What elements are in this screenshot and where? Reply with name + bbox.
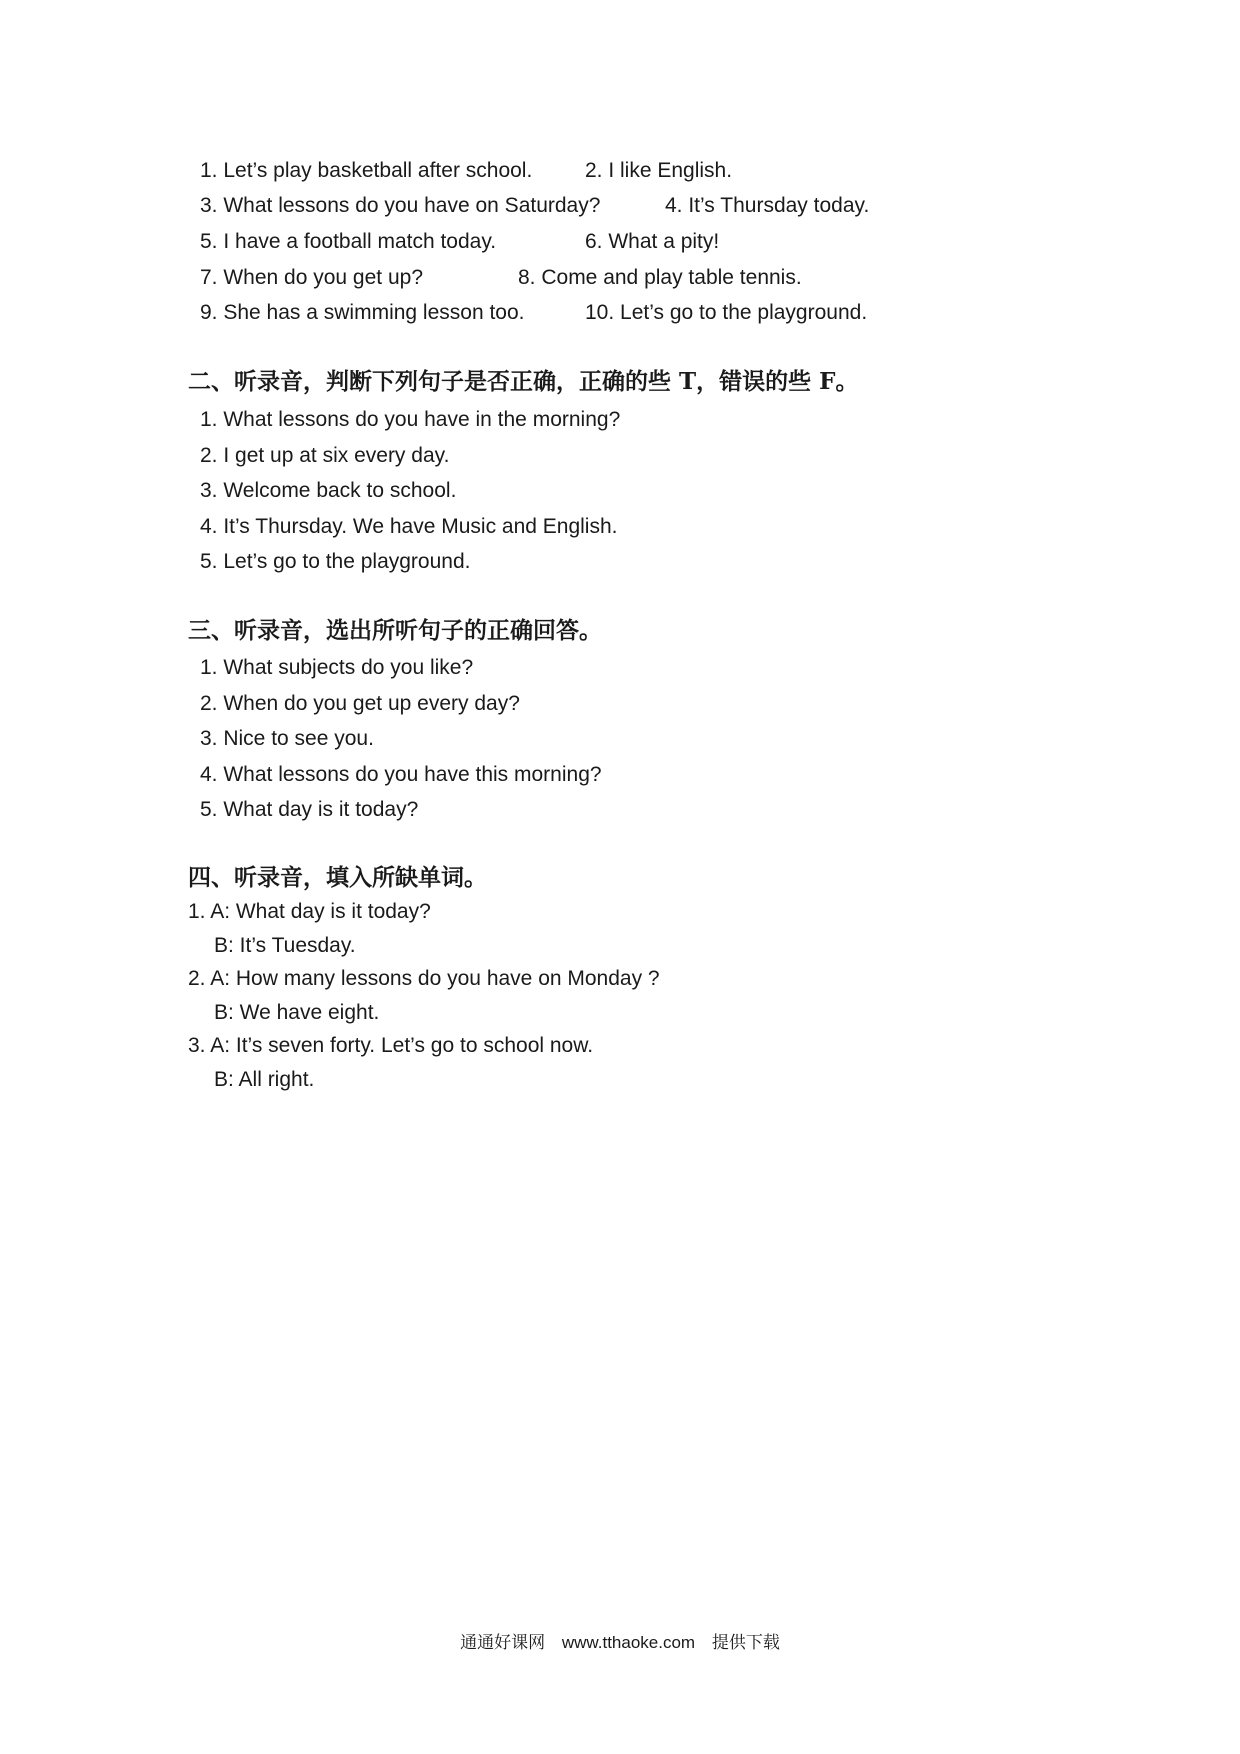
section2-heading: 二、听录音，判断下列句子是否正确，正确的些 T，错误的些 F。 bbox=[188, 368, 859, 395]
s3-item-4: 4. What lessons do you have this morning? bbox=[200, 763, 602, 786]
s1-item-1: 1. Let’s play basketball after school. bbox=[200, 159, 533, 182]
footer-site-name: 通通好课网 bbox=[460, 1633, 546, 1652]
s1-item-10: 10. Let’s go to the playground. bbox=[585, 301, 868, 324]
s3-item-3: 3. Nice to see you. bbox=[200, 727, 374, 750]
s1-item-9: 9. She has a swimming lesson too. bbox=[200, 301, 525, 324]
s3-item-1: 1. What subjects do you like? bbox=[200, 656, 474, 679]
s1-item-2: 2. I like English. bbox=[585, 159, 733, 182]
s1-item-3: 3. What lessons do you have on Saturday? bbox=[200, 194, 601, 217]
section3-heading: 三、听录音，选出所听句子的正确回答。 bbox=[188, 617, 602, 644]
s1-item-7: 7. When do you get up? bbox=[200, 266, 423, 289]
s4-line-1: 1. A: What day is it today? bbox=[188, 900, 431, 923]
s2-item-2: 2. I get up at six every day. bbox=[200, 444, 450, 467]
s1-item-4: 4. It’s Thursday today. bbox=[665, 194, 870, 217]
s2-item-1: 1. What lessons do you have in the morning? bbox=[200, 408, 621, 431]
s2-item-3: 3. Welcome back to school. bbox=[200, 479, 457, 502]
s4-line-6: B: All right. bbox=[214, 1068, 315, 1091]
s3-item-5: 5. What day is it today? bbox=[200, 798, 419, 821]
s1-item-8: 8. Come and play table tennis. bbox=[518, 266, 802, 289]
s1-item-6: 6. What a pity! bbox=[585, 230, 720, 253]
page-footer bbox=[0, 1632, 1240, 1654]
section4-heading: 四、听录音，填入所缺单词。 bbox=[188, 864, 487, 891]
s3-item-2: 2. When do you get up every day? bbox=[200, 692, 520, 715]
s4-line-2: B: It’s Tuesday. bbox=[214, 934, 356, 957]
s2-item-4: 4. It’s Thursday. We have Music and English. bbox=[200, 515, 618, 538]
footer-suffix: 提供下载 bbox=[711, 1633, 780, 1652]
s4-line-4: B: We have eight. bbox=[214, 1001, 380, 1024]
s1-item-5: 5. I have a football match today. bbox=[200, 230, 497, 253]
s4-line-3: 2. A: How many lessons do you have on Monday ? bbox=[188, 967, 660, 990]
s2-item-5: 5. Let’s go to the playground. bbox=[200, 550, 471, 573]
s4-line-5: 3. A: It’s seven forty. Let’s go to school now. bbox=[188, 1034, 594, 1057]
footer-url: www.tthaoke.com bbox=[561, 1633, 696, 1652]
